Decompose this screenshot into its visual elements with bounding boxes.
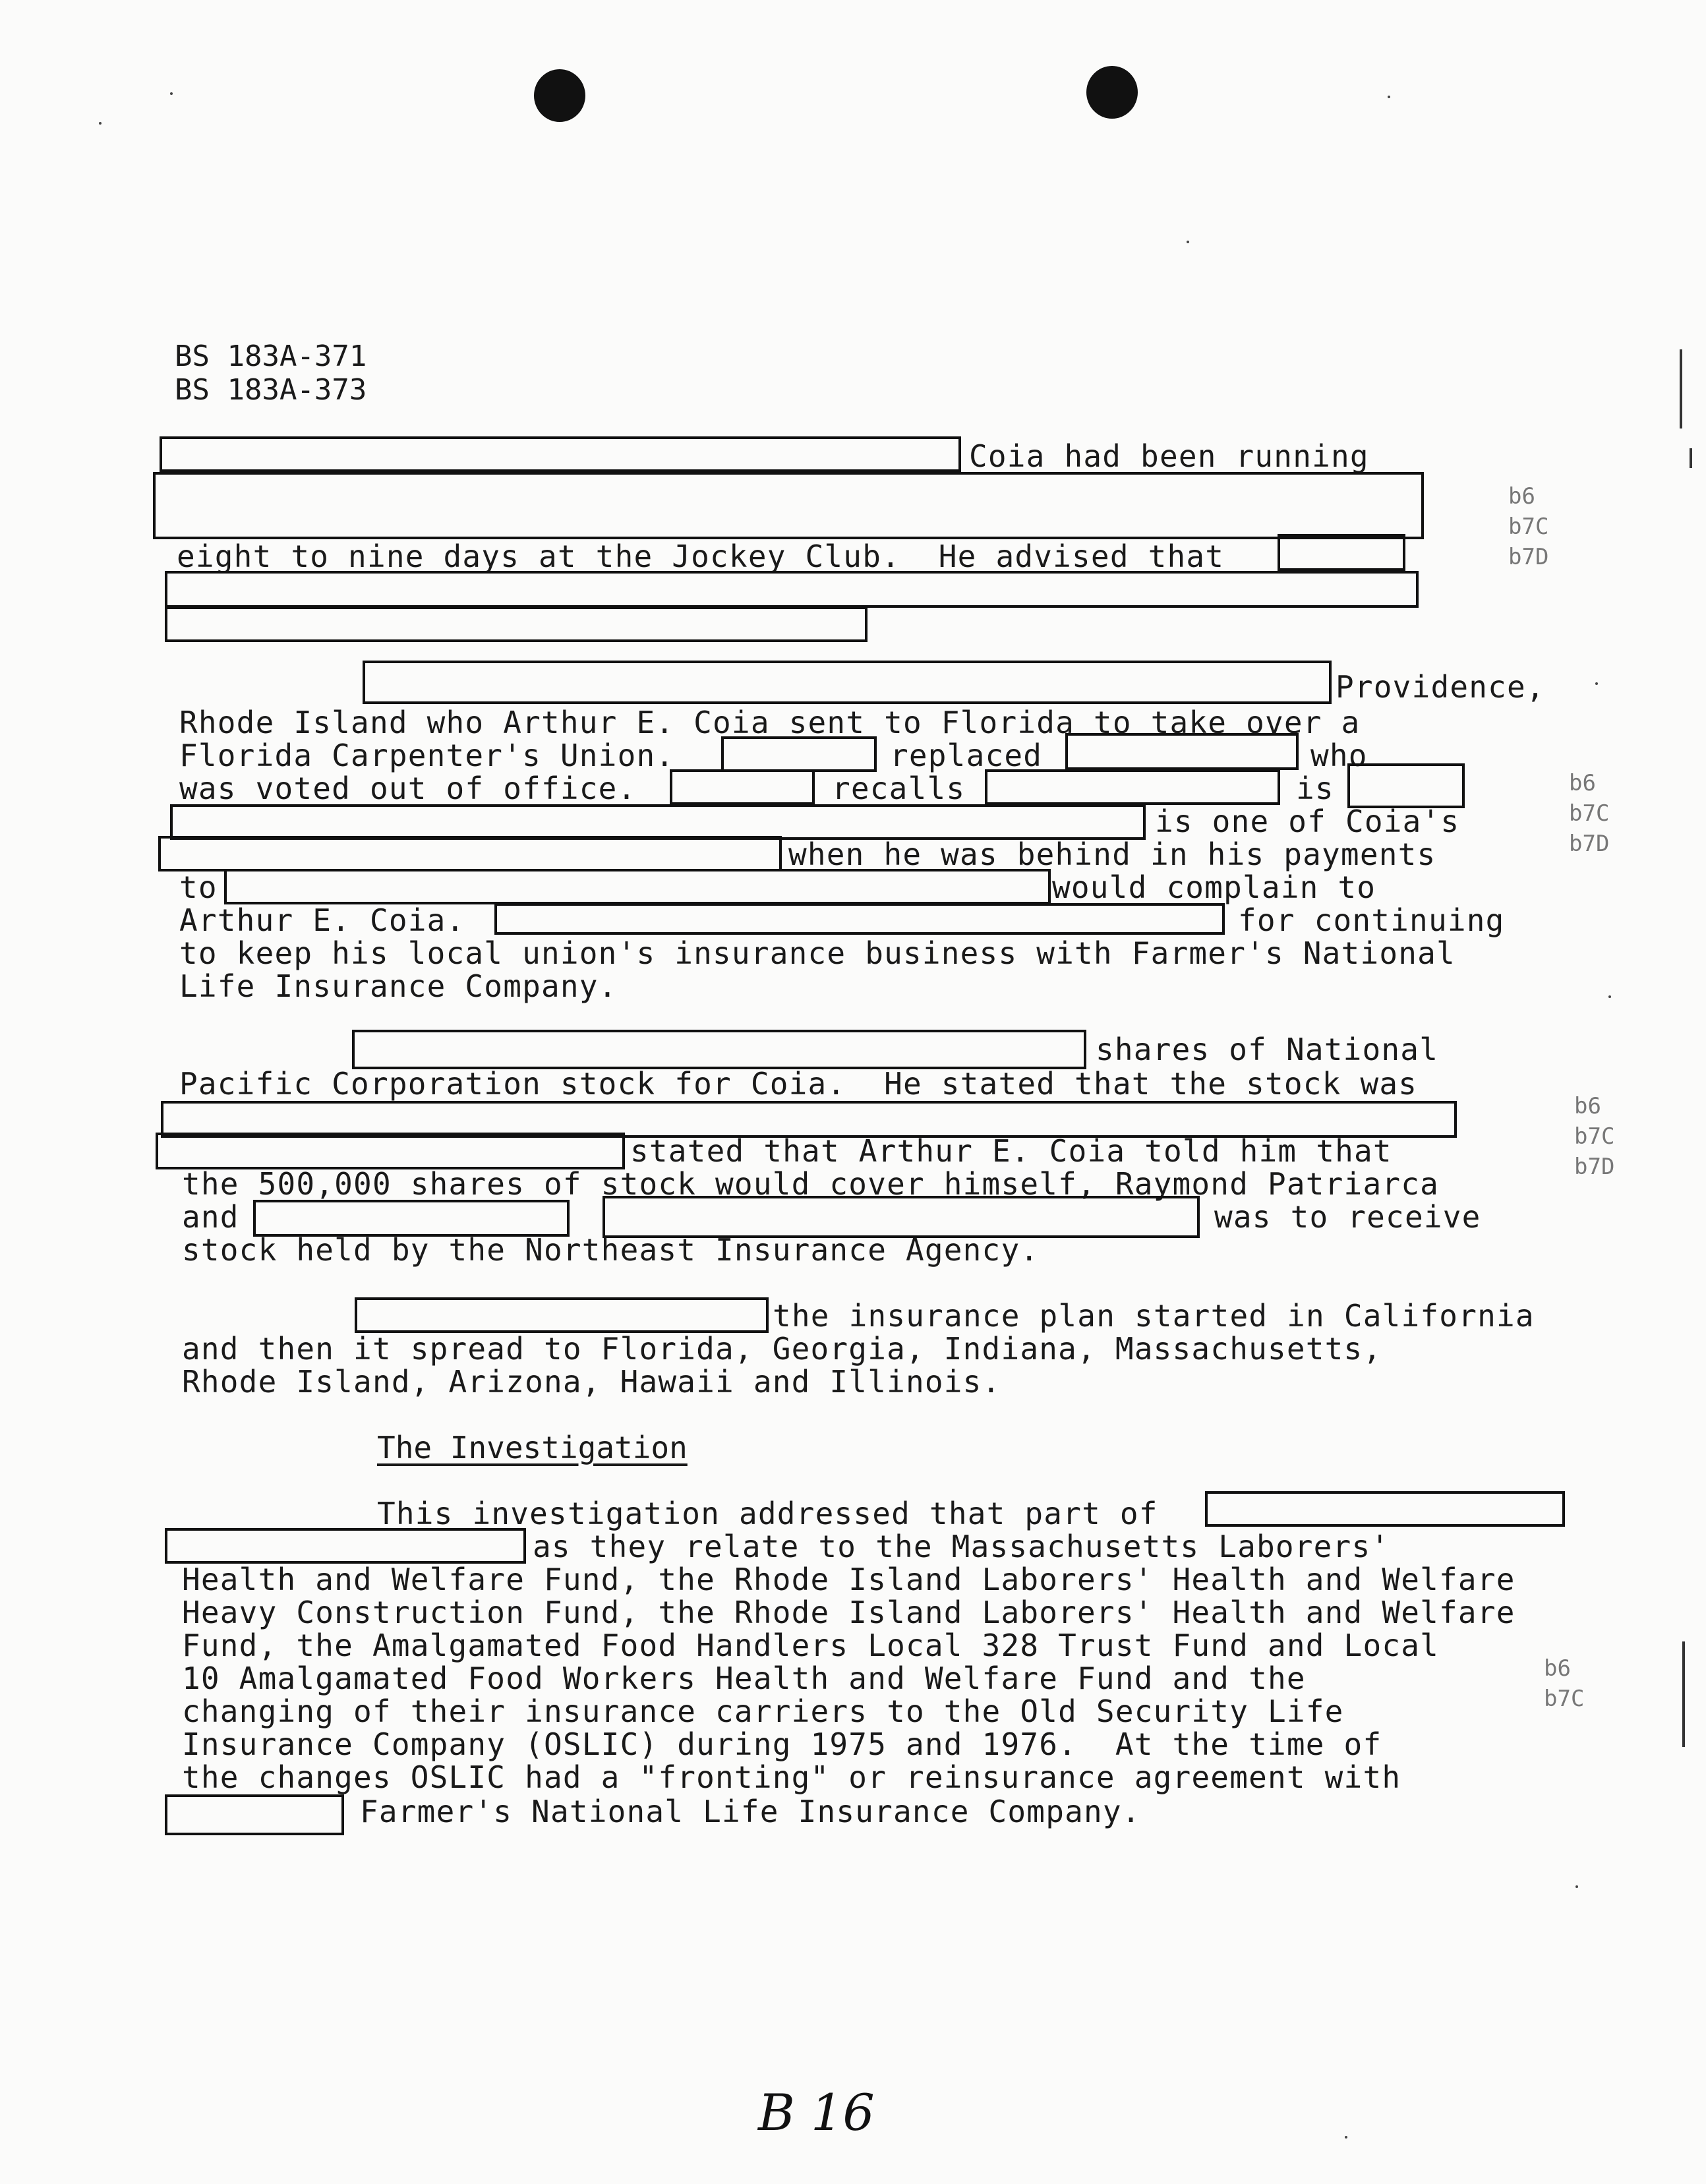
scan-speck [1345,2136,1347,2139]
exemption-codes: b6 b7C b7D [1569,770,1610,857]
redaction-box [160,436,961,472]
redaction-box [156,1133,625,1169]
text-line: the changes OSLIC had a "fronting" or reinsurance agreement with [182,1759,1401,1795]
handwritten-page-number: B 16 [758,2083,875,2142]
scan-edge-mark [1690,448,1692,468]
text-line: was to receive [1214,1199,1481,1235]
exemption-codes: b6 b7C b7D [1574,1093,1615,1180]
file-number: BS 183A-371 [175,339,367,373]
redaction-box [224,869,1051,904]
scan-speck [99,122,102,125]
scan-speck [1595,682,1598,685]
text-line: replaced [890,738,1043,773]
text-line: Health and Welfare Fund, the Rhode Island Laborers' Health and Welfare [182,1562,1515,1597]
scan-edge-mark [1680,349,1682,428]
text-line: is [1296,771,1334,806]
text-line: Insurance Company (OSLIC) during 1975 and 1976. At the time of [182,1727,1382,1762]
redaction-box [363,661,1332,704]
text-line: to keep his local union's insurance business with Farmer's National [179,935,1456,971]
text-line: Arthur E. Coia. [179,902,465,938]
text-line: Florida Carpenter's Union. [179,738,675,773]
redaction-box [170,804,1146,840]
redaction-box [1347,763,1465,808]
text-line: was voted out of office. [179,771,637,806]
redaction-box [721,736,877,772]
text-line: Coia had been running [969,438,1369,474]
text-line: Rhode Island who Arthur E. Coia sent to Florida to take over a [179,705,1361,740]
section-heading: The Investigation [377,1430,688,1465]
text-line: Farmer's National Life Insurance Company. [360,1794,1141,1829]
redaction-box [355,1297,769,1333]
text-line: Fund, the Amalgamated Food Handlers Local 328 Trust Fund and Local [182,1628,1440,1663]
scan-edge-mark [1682,1641,1685,1747]
punch-hole-left [534,69,585,122]
scan-speck [1388,96,1390,98]
text-line: Rhode Island, Arizona, Hawaii and Illinois. [182,1364,1001,1400]
text-line: stock held by the Northeast Insurance Agency. [182,1232,1040,1268]
file-number: BS 183A-373 [175,373,367,407]
text-line: Life Insurance Company. [179,968,618,1004]
redaction-box [165,571,1419,608]
text-line: stated that Arthur E. Coia told him that [630,1133,1392,1169]
text-line: as they relate to the Massachusetts Laborers' [533,1529,1390,1564]
redaction-box [670,769,815,805]
text-line: would complain to [1052,870,1376,905]
redaction-box [253,1200,570,1237]
exemption-codes: b6 b7C [1544,1655,1585,1712]
text-line: changing of their insurance carriers to the Old Security Life [182,1694,1344,1729]
scan-speck [170,92,173,95]
redaction-box [165,1528,526,1564]
text-line: is one of Coia's [1155,804,1460,839]
redaction-box [158,836,782,871]
text-line: recalls [832,771,966,806]
redaction-box [153,472,1424,539]
text-line: 10 Amalgamated Food Workers Health and Welfare Fund and the [182,1661,1306,1696]
text-line: to [179,870,218,905]
text-line: the 500,000 shares of stock would cover himself, Raymond Patriarca [182,1166,1440,1202]
text-line: eight to nine days at the Jockey Club. He advised that [177,539,1225,574]
text-line: the insurance plan started in California [773,1298,1535,1334]
scan-speck [1608,995,1611,998]
redaction-box [165,1794,344,1835]
text-line: Heavy Construction Fund, the Rhode Island Laborers' Health and Welfare [182,1595,1515,1630]
text-line: and then it spread to Florida, Georgia, Indiana, Massachusetts, [182,1331,1382,1367]
redaction-box [1065,733,1299,770]
redaction-box [352,1030,1086,1069]
text-line: This investigation addressed that part of [377,1496,1158,1531]
text-line: shares of National [1096,1032,1439,1067]
redaction-box [165,606,868,642]
text-line: for continuing [1238,902,1505,938]
text-line: when he was behind in his payments [788,837,1436,872]
text-line: Pacific Corporation stock for Coia. He stated that the stock was [179,1066,1418,1102]
scan-speck [1187,241,1189,243]
punch-hole-right [1086,66,1138,119]
scan-speck [1575,1885,1578,1888]
redaction-box [1278,534,1405,571]
text-line: Providence, [1336,669,1545,705]
exemption-codes: b6 b7C b7D [1508,483,1549,570]
redaction-box [494,903,1225,935]
redaction-box [1205,1491,1565,1527]
text-line: and [182,1199,239,1235]
text-line: who [1310,738,1368,773]
redaction-box [985,769,1280,805]
